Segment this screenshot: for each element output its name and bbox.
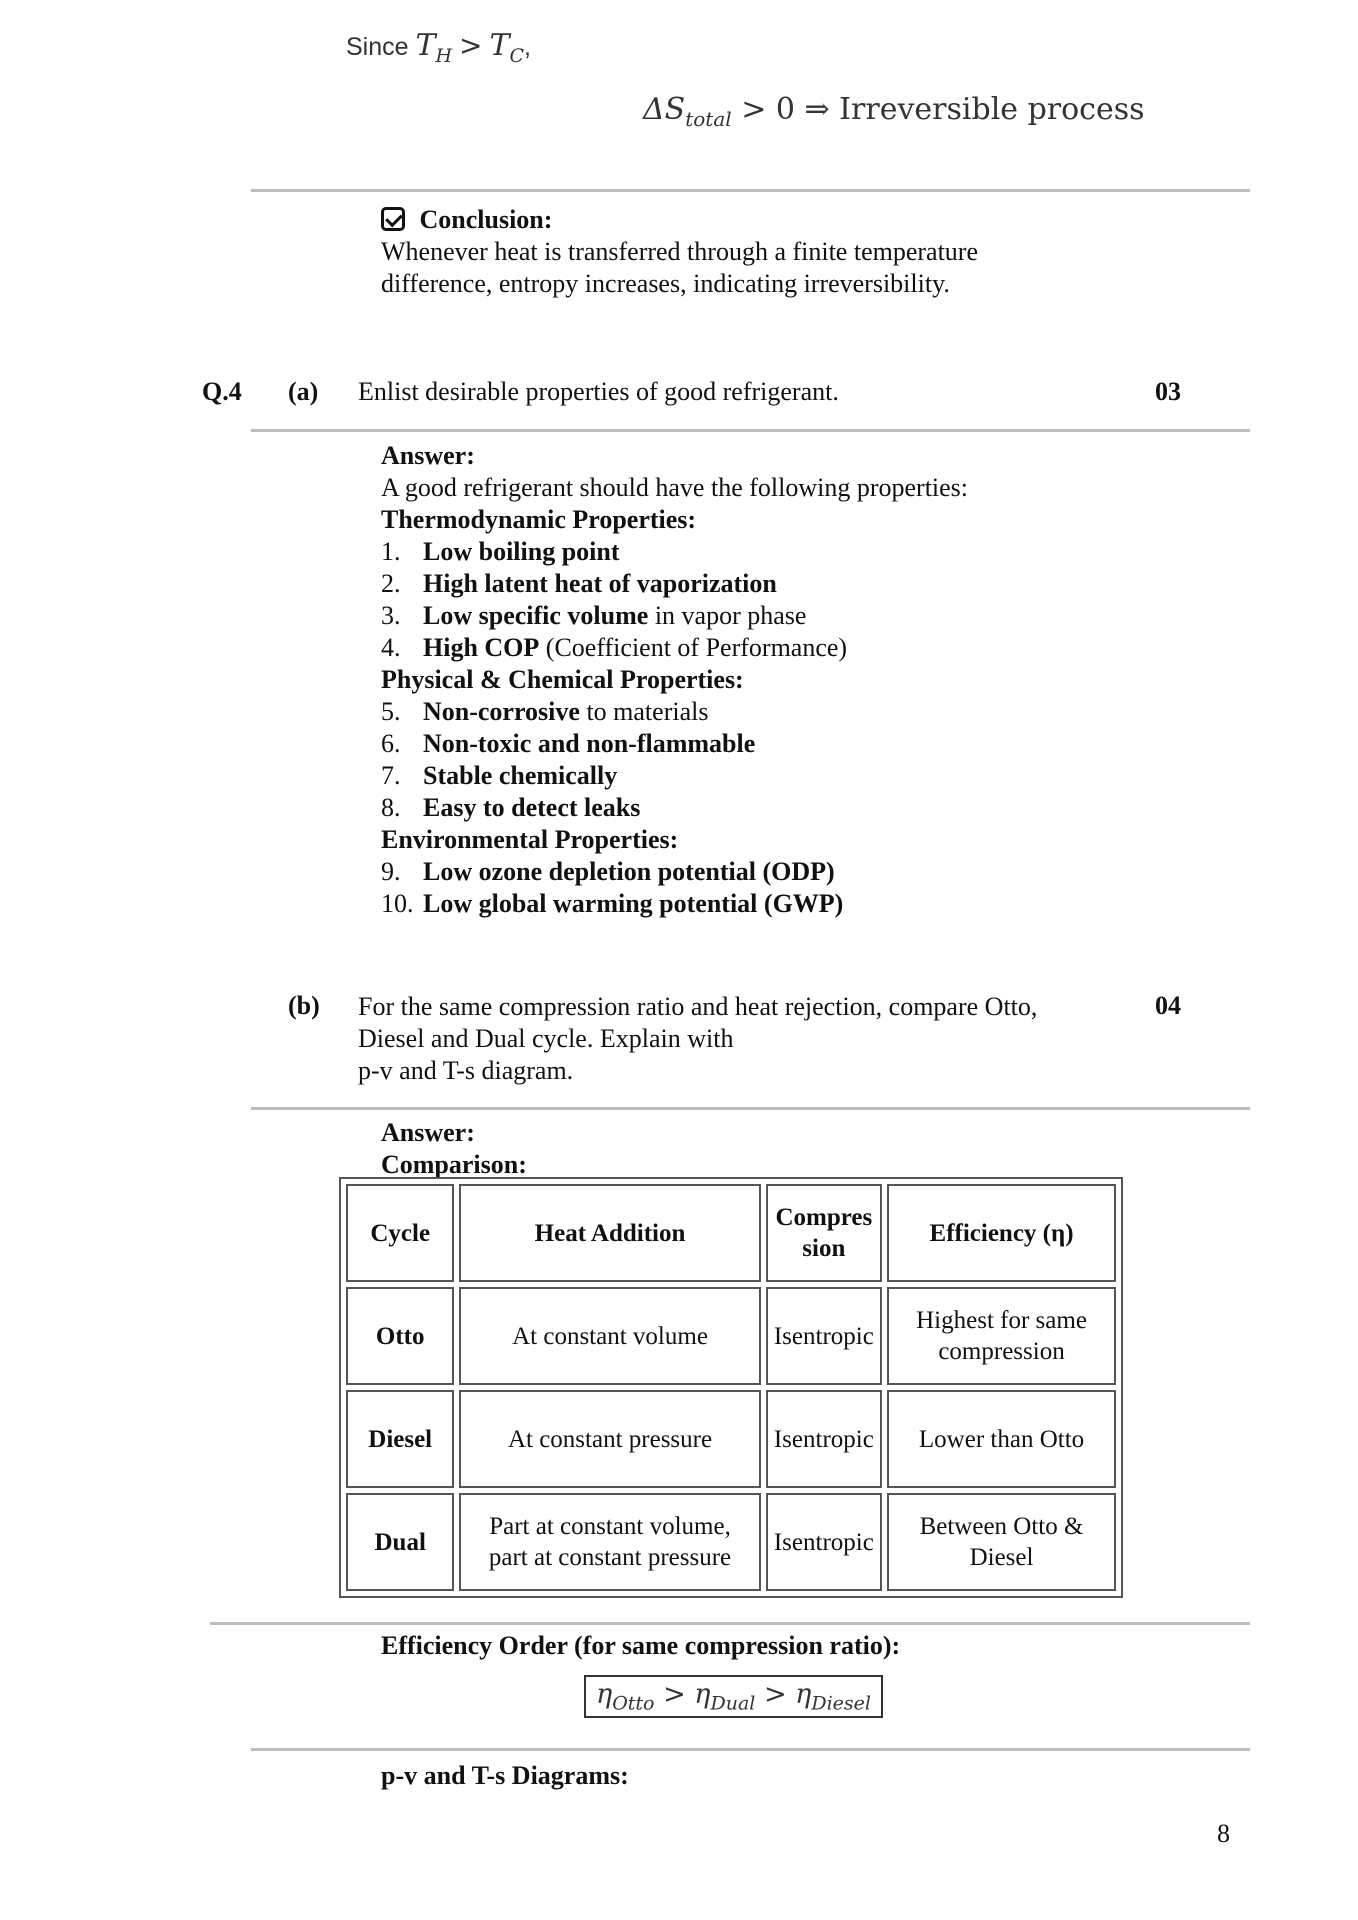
diagrams-heading: p-v and T-s Diagrams: xyxy=(381,1761,629,1790)
table-cell: Diesel xyxy=(346,1390,454,1488)
table-cell: Dual xyxy=(346,1493,454,1591)
list-item: 10. Low global warming potential (GWP) xyxy=(381,889,844,918)
entropy-equation: $\Delta S_{total} > 0$ ⇒ Irreversible process xyxy=(643,92,1145,131)
list-item: 4. High COP (Coefficient of Performance) xyxy=(381,633,848,662)
table-row xyxy=(346,1390,1116,1488)
list-item: 2. High latent heat of vaporization xyxy=(381,569,777,598)
table-cell: At constant volume xyxy=(459,1287,760,1385)
page-number: 8 xyxy=(1217,1819,1230,1848)
table-header-cell: Compres sion xyxy=(766,1184,882,1282)
table-row xyxy=(346,1287,1116,1385)
marks-a: 03 xyxy=(1155,377,1181,406)
group-heading-physical: Physical & Chemical Properties: xyxy=(381,665,744,694)
list-item: 1. Low boiling point xyxy=(381,537,620,566)
conclusion-block xyxy=(381,204,978,300)
greater-than: > xyxy=(459,29,483,62)
property-list xyxy=(381,536,968,664)
table-cell: At constant pressure xyxy=(459,1390,760,1488)
divider xyxy=(251,429,1250,432)
table-header-cell: Heat Addition xyxy=(459,1184,760,1282)
list-item: 9. Low ozone depletion potential (ODP) xyxy=(381,857,835,886)
property-list xyxy=(381,856,968,920)
property-list xyxy=(381,696,968,824)
list-item: 6. Non-toxic and non-flammable xyxy=(381,729,756,758)
conclusion-title: Conclusion: xyxy=(419,205,553,234)
answer-b-heading-block xyxy=(381,1117,527,1181)
table-cell: Between Otto & Diesel xyxy=(887,1493,1116,1591)
list-item: 8. Easy to detect leaks xyxy=(381,793,641,822)
question-number: Q.4 xyxy=(202,377,242,406)
group-heading-thermodynamic: Thermodynamic Properties: xyxy=(381,505,697,534)
since-line: Since $T_H > T_C$, xyxy=(346,28,531,67)
question-text-b: For the same compression ratio and heat rejection, compare Otto, Diesel and Dual cycle. Explain with p-v and T-s diagram. xyxy=(358,992,1038,1085)
question-text-a: Enlist desirable properties of good refrigerant. xyxy=(358,377,839,406)
table-cell: Lower than Otto xyxy=(887,1390,1116,1488)
table-cell: Otto xyxy=(346,1287,454,1385)
divider xyxy=(251,189,1250,192)
marks-b: 04 xyxy=(1155,991,1181,1020)
comparison-heading: Comparison: xyxy=(381,1150,527,1179)
table-cell: Part at constant volume, part at constant pressure xyxy=(459,1493,760,1591)
table-cell: Isentropic xyxy=(766,1493,882,1591)
conclusion-text-line: difference, entropy increases, indicating irreversibility. xyxy=(381,269,950,298)
table-cell: Isentropic xyxy=(766,1287,882,1385)
t-c-symbol: $T_C$ xyxy=(489,28,525,67)
table-cell: Highest for same compression xyxy=(887,1287,1116,1385)
list-item: 5. Non-corrosive to materials xyxy=(381,697,709,726)
check-square-icon xyxy=(381,207,405,231)
list-item: 3. Low specific volume in vapor phase xyxy=(381,601,807,630)
divider xyxy=(251,1748,1250,1751)
efficiency-order-heading: Efficiency Order (for same compression ratio): xyxy=(381,1631,901,1660)
table-header-row xyxy=(346,1184,1116,1282)
comparison-table xyxy=(339,1177,1123,1598)
efficiency-order-formula: $\eta_{Otto} > \eta_{Dual} > \eta_{Diesel}$ xyxy=(584,1675,883,1718)
group-heading-environmental: Environmental Properties: xyxy=(381,825,679,854)
part-label-b: (b) xyxy=(288,991,320,1020)
table-row xyxy=(346,1493,1116,1591)
table-header-cell: Cycle xyxy=(346,1184,454,1282)
divider xyxy=(210,1622,1250,1625)
conclusion-text-line: Whenever heat is transferred through a finite temperature xyxy=(381,237,978,266)
since-word: Since xyxy=(346,33,409,61)
answer-heading: Answer: xyxy=(381,1118,475,1147)
answer-a-block xyxy=(381,440,968,920)
answer-heading: Answer: xyxy=(381,441,475,470)
t-h-symbol: $T_H$ xyxy=(415,28,453,67)
table-cell: Isentropic xyxy=(766,1390,882,1488)
list-item: 7. Stable chemically xyxy=(381,761,618,790)
table-header-cell: Efficiency (η) xyxy=(887,1184,1116,1282)
part-label-a: (a) xyxy=(288,377,319,406)
answer-intro: A good refrigerant should have the following properties: xyxy=(381,473,969,502)
divider xyxy=(251,1107,1250,1110)
